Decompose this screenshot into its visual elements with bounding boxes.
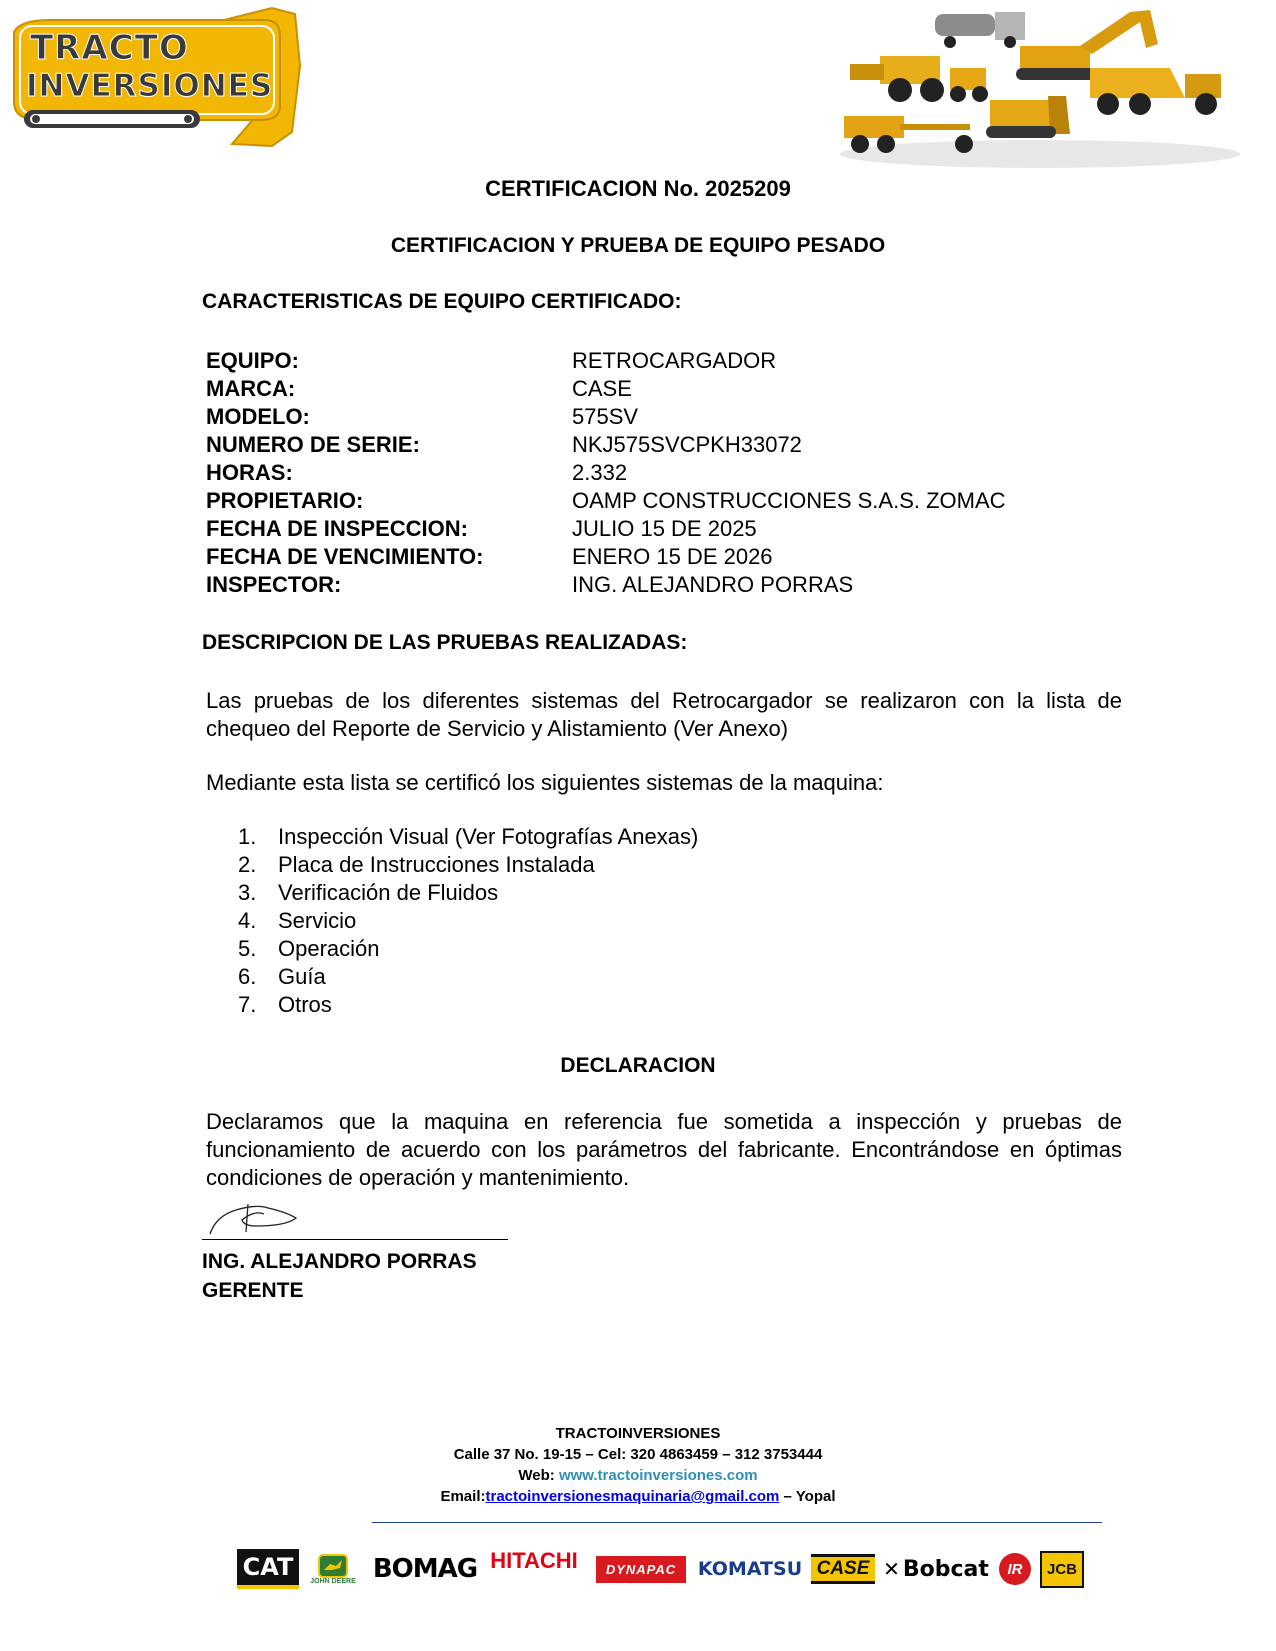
tests-intro: Mediante esta lista se certificó los siguientes sistemas de la maquina: — [206, 770, 884, 795]
machinery-image — [840, 4, 1250, 170]
list-item — [238, 992, 332, 1020]
field-label: MARCA: — [206, 376, 296, 401]
footer-city: – Yopal — [779, 1488, 836, 1505]
tests-paragraph: Las pruebas de los diferentes sistemas del Retrocargador se realizaron con la lista de chequeo del Reporte de Servicio y Alistamiento (Ver Anexo) — [206, 688, 1122, 741]
brand-case-logo — [808, 1548, 878, 1590]
field-value: NKJ575SVCPKH33072 — [572, 432, 802, 457]
field-value: OAMP CONSTRUCCIONES S.A.S. ZOMAC — [572, 488, 1006, 513]
footer-address: Calle 37 No. 19-15 – Cel: 320 4863459 – 312 3753444 — [453, 1446, 823, 1463]
field-marca — [206, 376, 1106, 403]
footer-web-link[interactable]: www.tractoinversiones.com — [558, 1467, 758, 1484]
logo-text-inversiones: INVERSIONES — [26, 68, 274, 104]
machinery-illustration — [840, 4, 1250, 170]
field-label: INSPECTOR: — [206, 572, 342, 597]
certificate-number: CERTIFICACION No. 2025209 — [485, 176, 791, 201]
field-value: ING. ALEJANDRO PORRAS — [572, 572, 854, 597]
list-text: Verificación de Fluidos — [278, 880, 499, 905]
field-label: PROPIETARIO: — [206, 488, 364, 513]
brand-ir-logo — [996, 1548, 1034, 1590]
section-tests-heading: DESCRIPCION DE LAS PRUEBAS REALIZADAS: — [202, 631, 688, 654]
footer-divider — [372, 1522, 1102, 1523]
list-item — [238, 824, 698, 852]
field-modelo — [206, 404, 1106, 431]
brand-johndeere-text: JOHN DEERE — [310, 1577, 356, 1585]
field-value: ENERO 15 DE 2026 — [572, 544, 773, 569]
list-number: 1. — [238, 824, 257, 849]
certificate-subtitle: CERTIFICACION Y PRUEBA DE EQUIPO PESADO — [390, 234, 886, 257]
footer-web-label: Web: — [518, 1467, 559, 1484]
field-label: FECHA DE INSPECCION: — [206, 516, 468, 541]
signature-line — [202, 1239, 508, 1240]
handwritten-signature — [206, 1198, 306, 1238]
field-value: CASE — [572, 376, 632, 401]
list-text: Otros — [278, 992, 332, 1017]
logo-text-tracto: TRACTO — [30, 28, 189, 68]
list-item — [238, 936, 380, 964]
list-number: 4. — [238, 908, 257, 933]
field-value: 2.332 — [572, 460, 628, 485]
field-fecha-inspeccion — [206, 516, 1106, 543]
brand-johndeere-logo — [300, 1548, 366, 1590]
signature-mark — [206, 1198, 306, 1238]
footer-email-line — [0, 1488, 1276, 1505]
company-logo — [10, 6, 305, 154]
list-number: 6. — [238, 964, 257, 989]
field-numero-serie — [206, 432, 1106, 459]
field-label: HORAS: — [206, 460, 293, 485]
field-value: JULIO 15 DE 2025 — [572, 516, 757, 541]
list-item — [238, 880, 498, 908]
list-number: 7. — [238, 992, 257, 1017]
field-horas — [206, 460, 1106, 487]
brand-dynapac-text: DYNAPAC — [596, 1556, 686, 1583]
brand-bobcat-logo — [884, 1548, 988, 1590]
field-value: RETROCARGADOR — [572, 348, 777, 373]
brand-dynapac-logo — [590, 1548, 692, 1590]
list-text: Placa de Instrucciones Instalada — [278, 852, 595, 877]
brand-cat-logo — [240, 1548, 296, 1590]
list-text: Inspección Visual (Ver Fotografías Anexas) — [278, 824, 699, 849]
footer-email-label: Email: — [440, 1488, 486, 1505]
footer-email-link[interactable]: tractoinversionesmaquinaria@gmail.com — [485, 1488, 780, 1505]
field-inspector — [206, 572, 1106, 599]
brand-cat-text: CAT — [237, 1549, 300, 1589]
brand-jcb-text: JCB — [1040, 1551, 1084, 1588]
brand-komatsu-logo: KOMATSU — [697, 1558, 803, 1580]
declaration-paragraph: Declaramos que la maquina en referencia fue sometida a inspección y pruebas de funcionamiento de acuerdo con los parámetros del fabricante. Encontrándose en óptimas condiciones de operación y mantenimiento. — [206, 1109, 1122, 1190]
brand-hitachi-logo: HITACHI — [490, 1548, 578, 1573]
brand-bobcat-text: Bobcat — [902, 1556, 989, 1582]
section-characteristics-heading: CARACTERISTICAS DE EQUIPO CERTIFICADO: — [202, 290, 682, 313]
declaration-heading: DECLARACION — [560, 1054, 716, 1077]
field-equipo — [206, 348, 1106, 375]
field-value: 575SV — [572, 404, 639, 429]
list-item — [238, 852, 595, 880]
footer-company: TRACTOINVERSIONES — [555, 1425, 721, 1442]
brand-jcb-logo — [1040, 1548, 1084, 1590]
list-number: 3. — [238, 880, 257, 905]
deer-icon — [318, 1554, 348, 1578]
footer-web-line — [0, 1467, 1276, 1484]
list-text: Operación — [278, 936, 380, 961]
list-item — [238, 908, 356, 936]
field-label: EQUIPO: — [206, 348, 299, 373]
field-label: FECHA DE VENCIMIENTO: — [206, 544, 484, 569]
list-text: Servicio — [278, 908, 357, 933]
brand-ir-text: IR — [999, 1553, 1031, 1585]
field-fecha-vencimiento — [206, 544, 1106, 571]
brand-case-text: CASE — [811, 1554, 876, 1584]
signatory-name: ING. ALEJANDRO PORRAS — [202, 1250, 477, 1273]
list-number: 2. — [238, 852, 257, 877]
list-text: Guía — [278, 964, 326, 989]
field-propietario — [206, 488, 1106, 515]
signatory-role: GERENTE — [202, 1279, 304, 1302]
list-number: 5. — [238, 936, 257, 961]
field-label: MODELO: — [206, 404, 310, 429]
field-label: NUMERO DE SERIE: — [206, 432, 420, 457]
brand-bomag-logo: BOMAG — [372, 1554, 478, 1584]
bobcat-icon: ✕ — [883, 1557, 900, 1581]
list-item — [238, 964, 326, 992]
